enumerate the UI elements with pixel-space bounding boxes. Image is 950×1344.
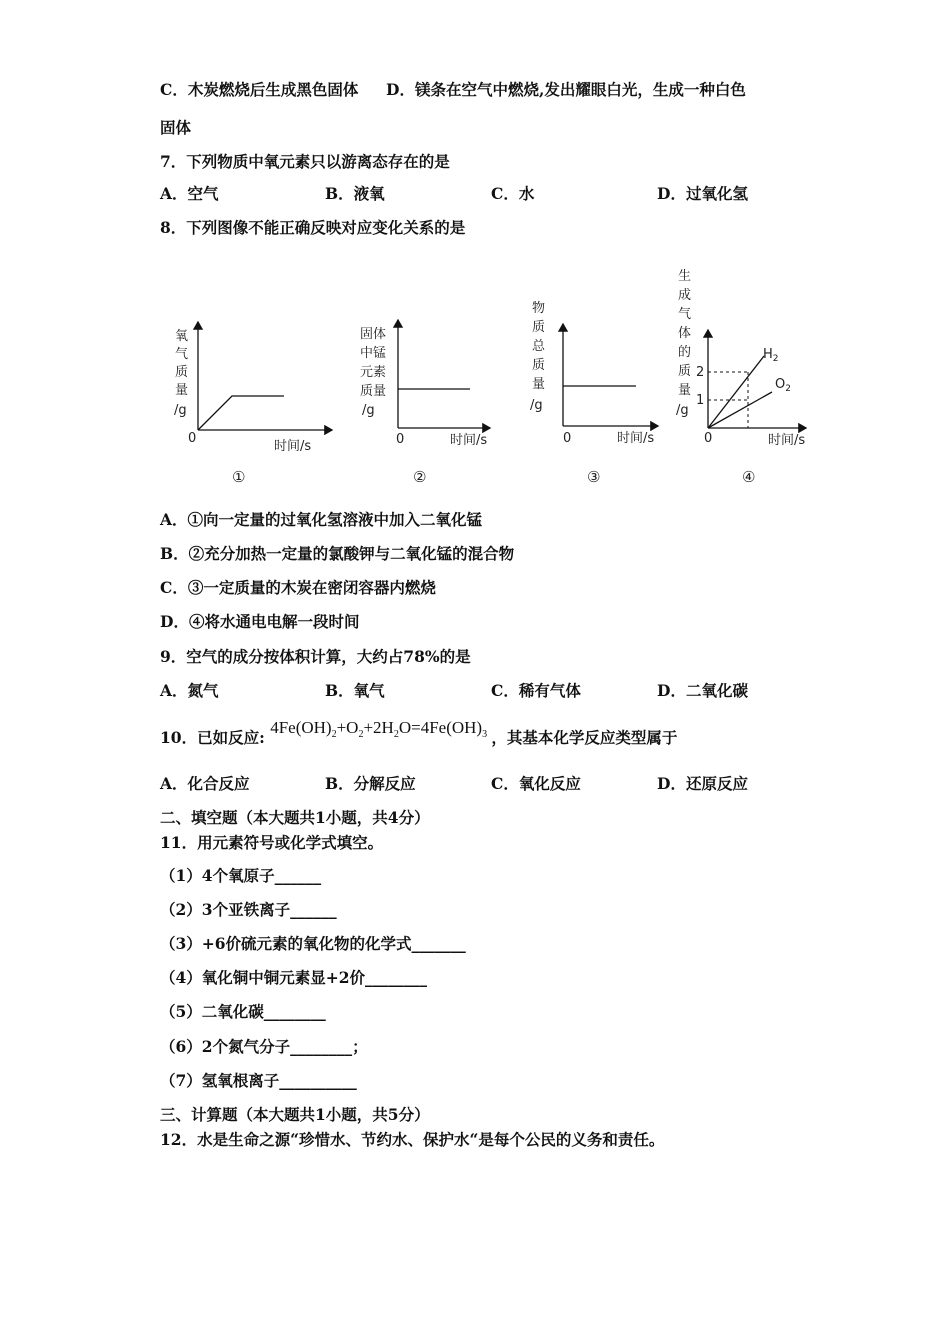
q8-option-b: B．②充分加热一定量的氯酸钾与二氧化锰的混合物 [160, 544, 515, 563]
graph-3-ylabel-1: 质 [532, 320, 546, 335]
q7-option-d: D．过氧化氢 [657, 184, 748, 203]
q9-option-b: B．氧气 [325, 681, 385, 700]
graph-4-ylabel-1: 成 [678, 288, 692, 303]
graph-2-origin: 0 [396, 432, 405, 447]
q10-option-d: D．还原反应 [657, 774, 748, 793]
graph-2 [360, 320, 490, 486]
q8-option-a: A．①向一定量的过氧化氢溶液中加入二氧化锰 [160, 510, 483, 529]
graph-4-origin: 0 [704, 431, 713, 446]
q11-item-7: （7）氢氧根离子__________ [160, 1071, 357, 1090]
graph-1-ylabel-3: 量 [175, 383, 189, 398]
graph-4-h2-label: $H_2$ [763, 347, 779, 364]
q9-option-d: D．二氧化碳 [657, 681, 748, 700]
q7-option-a: A．空气 [160, 184, 219, 203]
section-2-heading: 二、填空题（本大题共1小题，共4分） [160, 808, 430, 827]
q9-stem: 9．空气的成分按体积计算，大约占78%的是 [160, 647, 471, 666]
q11-item-2: （2）3个亚铁离子______ [160, 900, 337, 919]
graph-4-ylabel-7: /g [676, 403, 689, 418]
q11-item-5: （5）二氧化碳________ [160, 1002, 326, 1021]
graph-2-xlabel: 时间/s [450, 433, 488, 448]
graph-4-number: ④ [742, 468, 756, 486]
graph-1-curve [198, 396, 284, 430]
graph-1-origin: 0 [188, 431, 197, 446]
graph-4-xlabel: 时间/s [768, 433, 806, 448]
section-3-heading: 三、计算题（本大题共1小题，共5分） [160, 1105, 430, 1124]
graph-1-xlabel: 时间/s [274, 439, 312, 454]
graph-1-ylabel-2: 质 [175, 365, 189, 380]
q11-item-6: （6）2个氮气分子________； [160, 1037, 368, 1056]
graph-4-o2-label: $O_2$ [775, 377, 791, 394]
q6-option-d-continued: 固体 [160, 118, 192, 137]
q10-stem-suffix: ，其基本化学反应类型属于 [491, 728, 678, 747]
graph-3-number: ③ [587, 468, 601, 486]
q7-option-c: C．水 [491, 184, 535, 203]
graph-4-o2-line [708, 392, 772, 428]
q7-option-b: B．液氧 [325, 184, 385, 203]
graph-4-ylabel-6: 量 [678, 383, 692, 398]
graph-3-ylabel-5: /g [530, 398, 543, 413]
q9-option-c: C．稀有气体 [491, 681, 581, 700]
q10-stem [160, 716, 678, 747]
q8-graphs [0, 260, 950, 500]
q8-option-c: C．③一定质量的木炭在密闭容器内燃烧 [160, 578, 436, 597]
q12-stem: 12．水是生命之源“珍惜水、节约水、保护水“是每个公民的义务和责任。 [160, 1130, 665, 1149]
graph-1 [174, 322, 332, 486]
graph-3-ylabel-2: 总 [532, 339, 546, 354]
q10-option-a: A．化合反应 [160, 774, 250, 793]
graph-3-ylabel-4: 量 [532, 377, 546, 392]
q11-item-3: （3）+6价硫元素的氧化物的化学式_______ [160, 934, 466, 953]
q10-option-c: C．氧化反应 [491, 774, 581, 793]
graph-3-xlabel: 时间/s [617, 431, 655, 446]
graph-2-ylabel-0: 固体 [360, 327, 387, 342]
graph-2-number: ② [413, 468, 427, 486]
graph-2-ylabel-4: /g [362, 403, 375, 418]
graph-3-ylabel-3: 质 [532, 358, 546, 373]
graph-1-ylabel-4: /g [174, 403, 187, 418]
graph-4-ylabel-5: 质 [678, 364, 692, 379]
graph-2-ylabel-1: 中锰 [360, 346, 387, 361]
graph-4-ylabel-2: 气 [678, 307, 692, 322]
graph-2-ylabel-3: 质量 [360, 384, 387, 399]
graph-1-ylabel-0: 氧 [175, 329, 189, 344]
graph-4-ytick-2: 2 [696, 365, 705, 380]
q8-option-d: D．④将水通电电解一段时间 [160, 612, 360, 631]
q6-option-d: D．镁条在空气中燃烧,发出耀眼白光，生成一种白色 [386, 80, 746, 99]
graph-1-ylabel-1: 气 [175, 347, 189, 362]
q11-stem: 11．用元素符号或化学式填空。 [160, 833, 384, 852]
graph-4-ylabel-3: 体 [678, 326, 692, 341]
graph-3-ylabel-0: 物 [532, 301, 546, 316]
q11-item-1: （1）4个氧原子______ [160, 866, 322, 885]
graph-4-h2-line [708, 356, 764, 428]
graph-4-ylabel-4: 的 [678, 345, 692, 360]
q7-stem: 7．下列物质中氧元素只以游离态存在的是 [160, 152, 450, 171]
q6-option-c: C．木炭燃烧后生成黑色固体 [160, 80, 359, 99]
graph-4-ytick-1: 1 [696, 393, 705, 408]
q11-item-4: （4）氧化铜中铜元素显+2价________ [160, 968, 428, 987]
graph-1-number: ① [232, 468, 246, 486]
q10-stem-prefix: 10．已如反应: [160, 728, 265, 747]
graph-4-ylabel-0: 生 [678, 269, 692, 284]
graph-2-ylabel-2: 元素 [360, 365, 387, 380]
graph-4 [676, 268, 806, 486]
q8-stem: 8．下列图像不能正确反映对应变化关系的是 [160, 218, 466, 237]
q10-formula: $4Fe(OH)_2+O_2+2H_2O=4Fe(OH)_3$ [270, 718, 488, 740]
graph-3 [530, 300, 658, 486]
q9-option-a: A．氮气 [160, 681, 219, 700]
q10-option-b: B．分解反应 [325, 774, 416, 793]
graph-3-origin: 0 [563, 431, 572, 446]
